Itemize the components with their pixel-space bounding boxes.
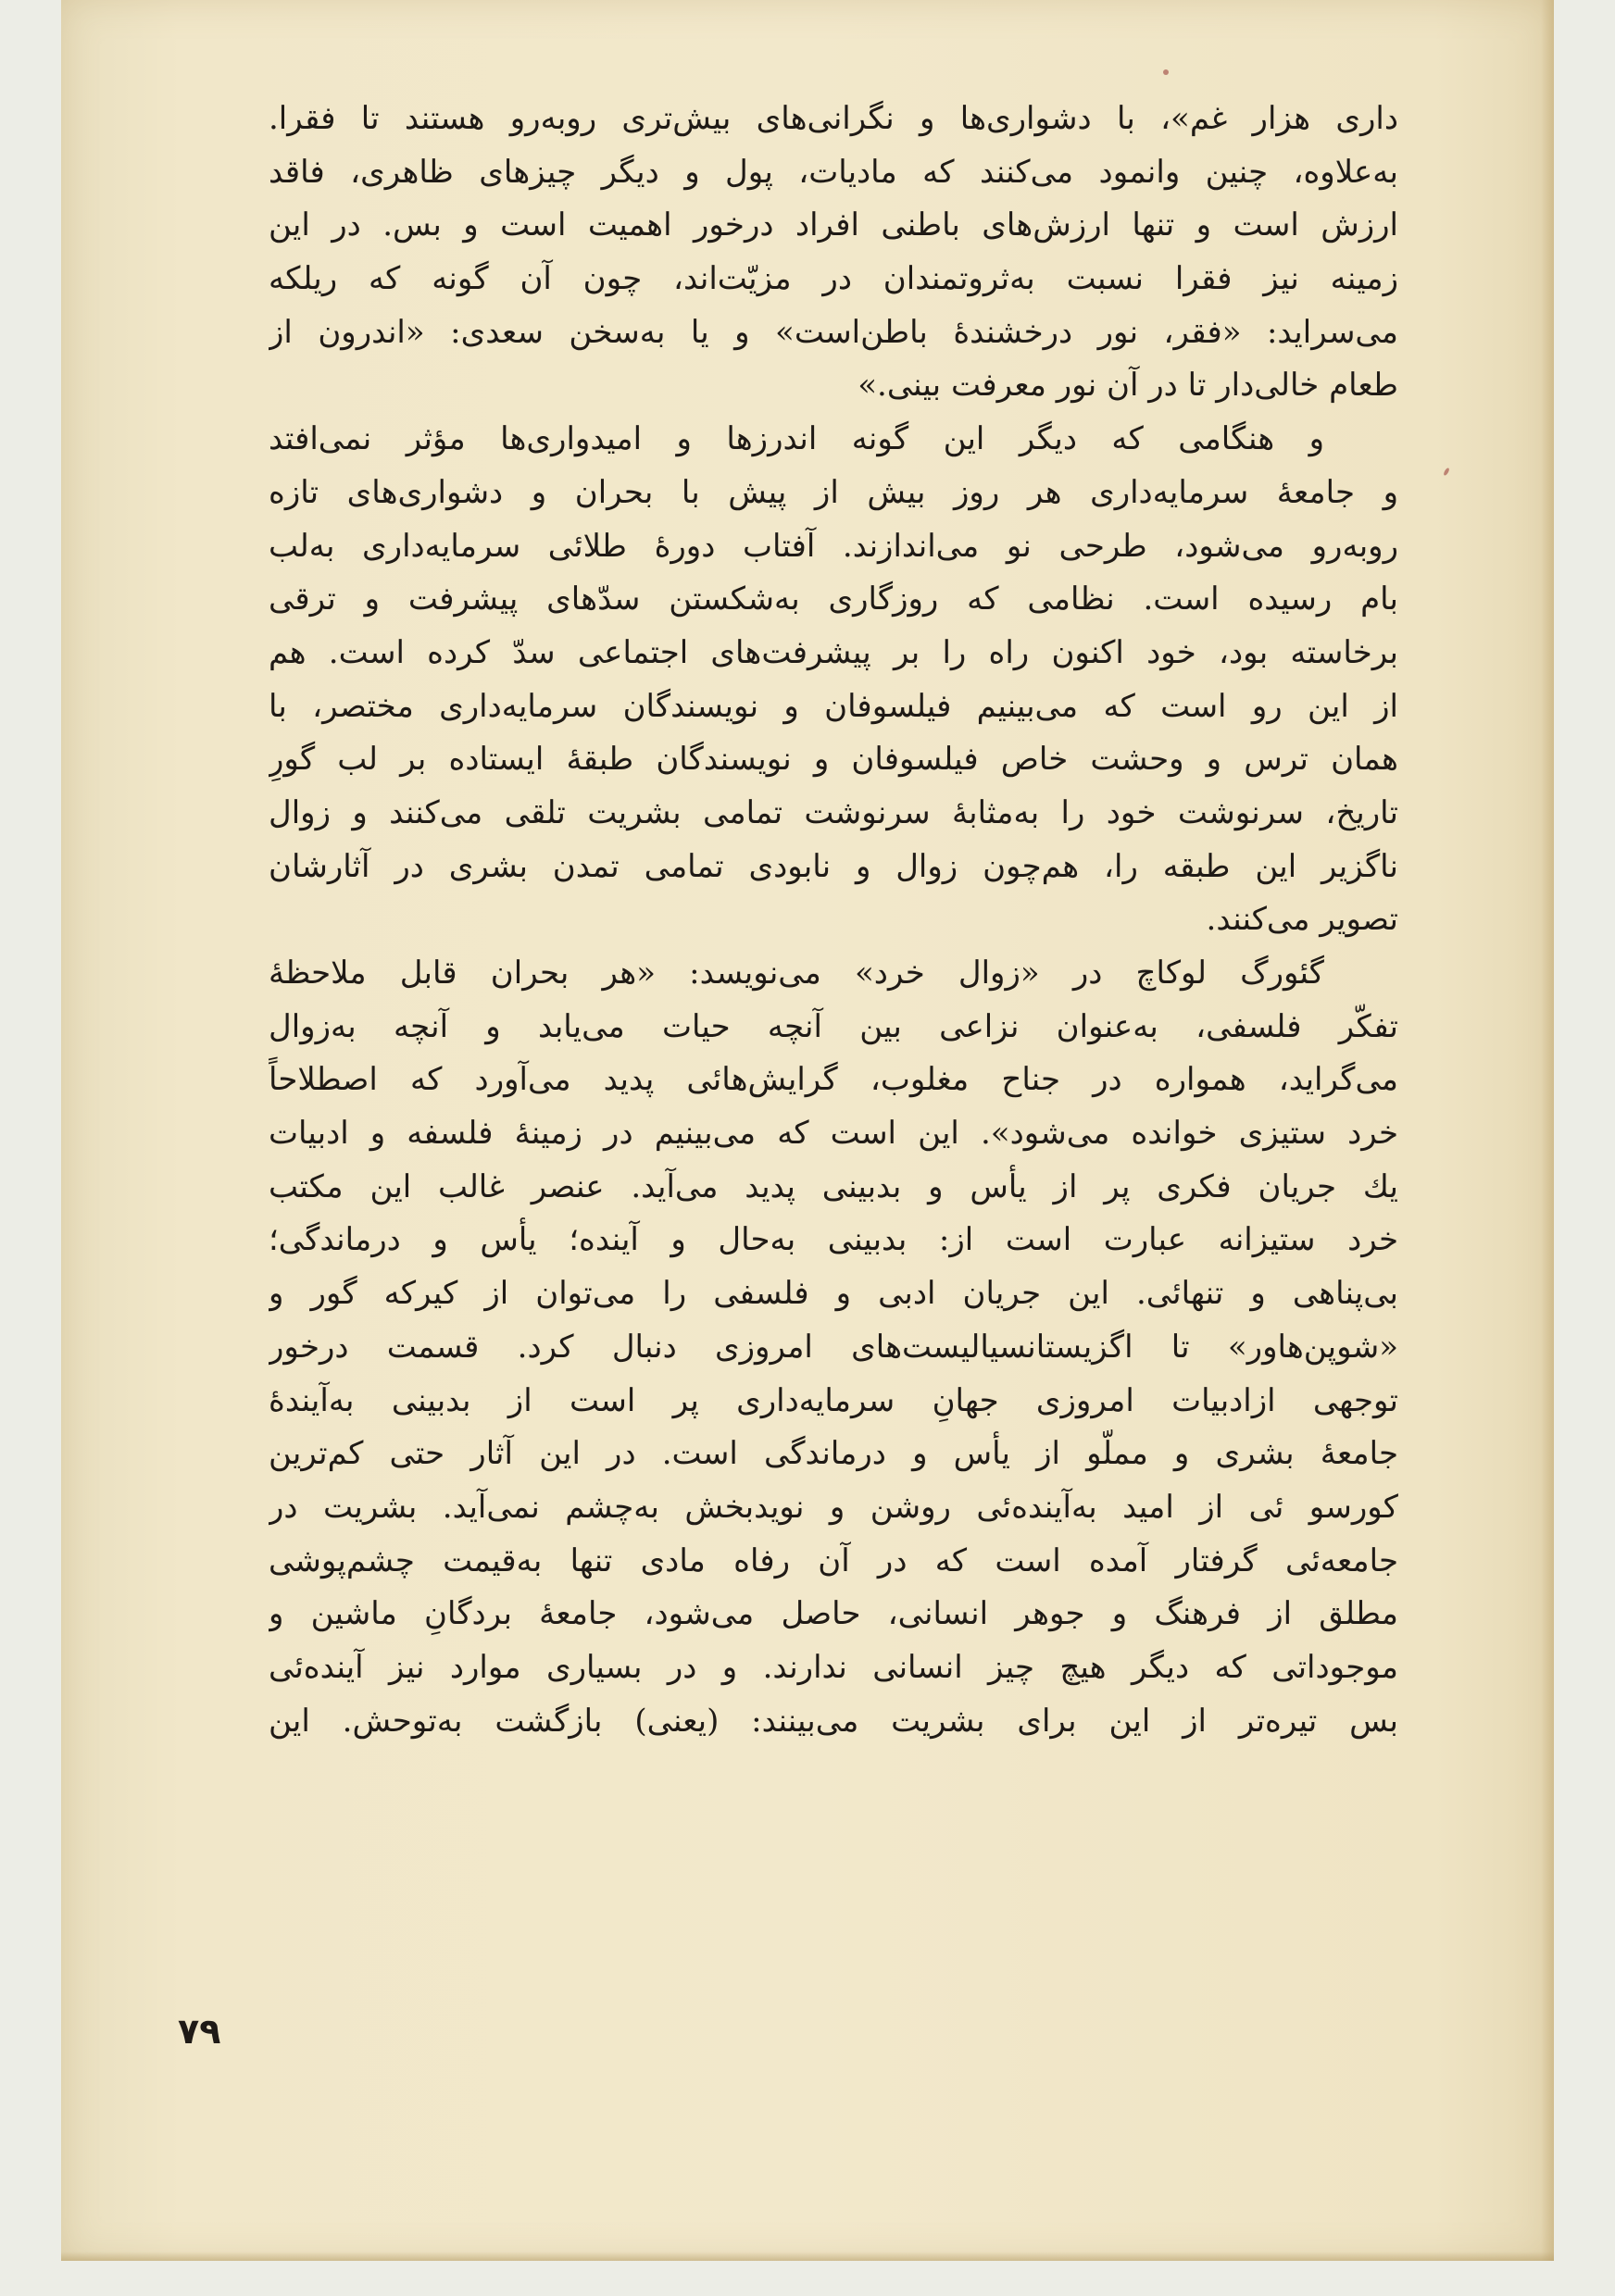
page-edge-bottom [61,2252,1554,2261]
paragraph-3 [269,947,1398,1748]
text-line: موجوداتی که دیگر هیچ چیز انسانی ندارند. و در بسیاری موارد نیز آینده‌ئی [269,1648,1398,1686]
text-line: خرد ستیزی خوانده می‌شود». این است که می‌بینیم در زمینهٔ فلسفه و ادبیات [269,1115,1398,1153]
text-line: «شوپن‌هاور» تا اگزیستانسیالیست‌های امروزی دنبال کرد. قسمت درخور [269,1328,1398,1366]
text-line: طعام خالی‌دار تا در آن نور معرفت بینی.» [858,367,1398,405]
text-line: بی‌پناهی و تنهائی. این جریان ادبی و فلسفی را می‌توان از کیرکه گور و [269,1275,1398,1313]
text-line: توجهی ازادبیات امروزی جهانِ سرمایه‌داری پر است از بدبینی به‌آیندهٔ [269,1381,1398,1419]
text-line: به‌علاوه، چنین وانمود می‌کنند که مادیات، پول و دیگر چیزهای ظاهری، فاقد [269,153,1398,191]
text-line: بس تیره‌تر از این برای بشریت می‌بینند: (یعنی) بازگشت به‌توحش. این [269,1702,1398,1740]
ink-speck [1163,69,1169,75]
text-line: مطلق از فرهنگ و جوهر انسانی، حاصل می‌شود، جامعهٔ بردگانِ ماشین و [269,1595,1398,1633]
text-line: ارزش است و تنها ارزش‌های باطنی افراد درخور اهمیت است و بس. در این [269,206,1398,244]
text-line: تاریخ، سرنوشت خود را به‌مثابهٔ سرنوشت تمامی بشریت تلقی می‌کنند و زوال [269,793,1398,831]
text-line: زمینه نیز فقرا نسبت به‌ثروتمندان در مزیّت‌اند، چون آن گونه که ریلکه [269,260,1398,298]
text-line: می‌سراید: «فقر، نور درخشندهٔ باطن‌است» و یا به‌سخن سعدی: «اندرون از [269,313,1398,351]
ink-speck [1443,468,1450,477]
text-line: و هنگامی که دیگر این گونه اندرزها و امیدواری‌ها مؤثر نمی‌افتد [269,420,1324,458]
body-text [269,93,1398,1748]
text-line: از این رو است که می‌بینیم فیلسوفان و نویسندگان سرمایه‌داری مختصر، با [269,687,1398,725]
text-line: جامعه‌ئی گرفتار آمده است که در آن رفاه مادی تنها به‌قیمت چشم‌پوشی [269,1541,1398,1579]
text-line: تفکّر فلسفی، به‌عنوان نزاعی بین آنچه حیات می‌یابد و آنچه به‌زوال [269,1007,1398,1045]
text-line: گئورگ لوکاچ در «زوال خرد» می‌نویسد: «هر بحران قابل ملاحظهٔ [269,955,1324,992]
text-line: بام رسیده است. نظامی که روزگاری به‌شکستن سدّهای پیشرفت و ترقی [269,580,1398,618]
text-line: می‌گراید، همواره در جناح مغلوب، گرایش‌هائی پدید می‌آورد که اصطلاحاً [269,1061,1398,1099]
text-line: روبه‌رو می‌شود، طرحی نو می‌اندازند. آفتاب دورهٔ طلائی سرمایه‌داری به‌لب [269,527,1398,565]
text-line: جامعهٔ بشری و مملّو از یأس و درماندگی است. در این آثار حتی کم‌ترین [269,1435,1398,1473]
text-line: ناگزیر این طبقه را، هم‌چون زوال و نابودی تمامی تمدن بشری در آثارشان [269,847,1398,885]
text-line: کورسو ئی از امید به‌آینده‌ئی روشن و نویدبخش به‌چشم نمی‌آید. بشریت در [269,1488,1398,1526]
text-line: تصویر می‌کنند. [1206,901,1398,939]
text-line: و جامعهٔ سرمایه‌داری هر روز بیش از پیش با بحران و دشواری‌های تازه [269,473,1398,511]
text-line: برخاسته بود، خود اکنون راه را بر پیشرفت‌های اجتماعی سدّ کرده است. هم [269,633,1398,671]
text-line: یك جریان فکری پر از یأس و بدبینی پدید می‌آید. عنصر غالب این مکتب [269,1167,1398,1205]
page-edge-right [1541,0,1554,2261]
text-line: خرد ستیزانه عبارت است از: بدبینی به‌حال و آینده؛ یأس و درماندگی؛ [269,1221,1398,1259]
paragraph-1 [269,93,1398,413]
page-number: ۷۹ [178,2011,221,2052]
paragraph-2 [269,413,1398,947]
text-line: داری هزار غم»، با دشواری‌ها و نگرانی‌های بیش‌تری روبه‌رو هستند تا فقرا. [269,100,1398,137]
text-line: همان ترس و وحشت خاص فیلسوفان و نویسندگان طبقهٔ ایستاده بر لب گورِ [269,741,1398,779]
